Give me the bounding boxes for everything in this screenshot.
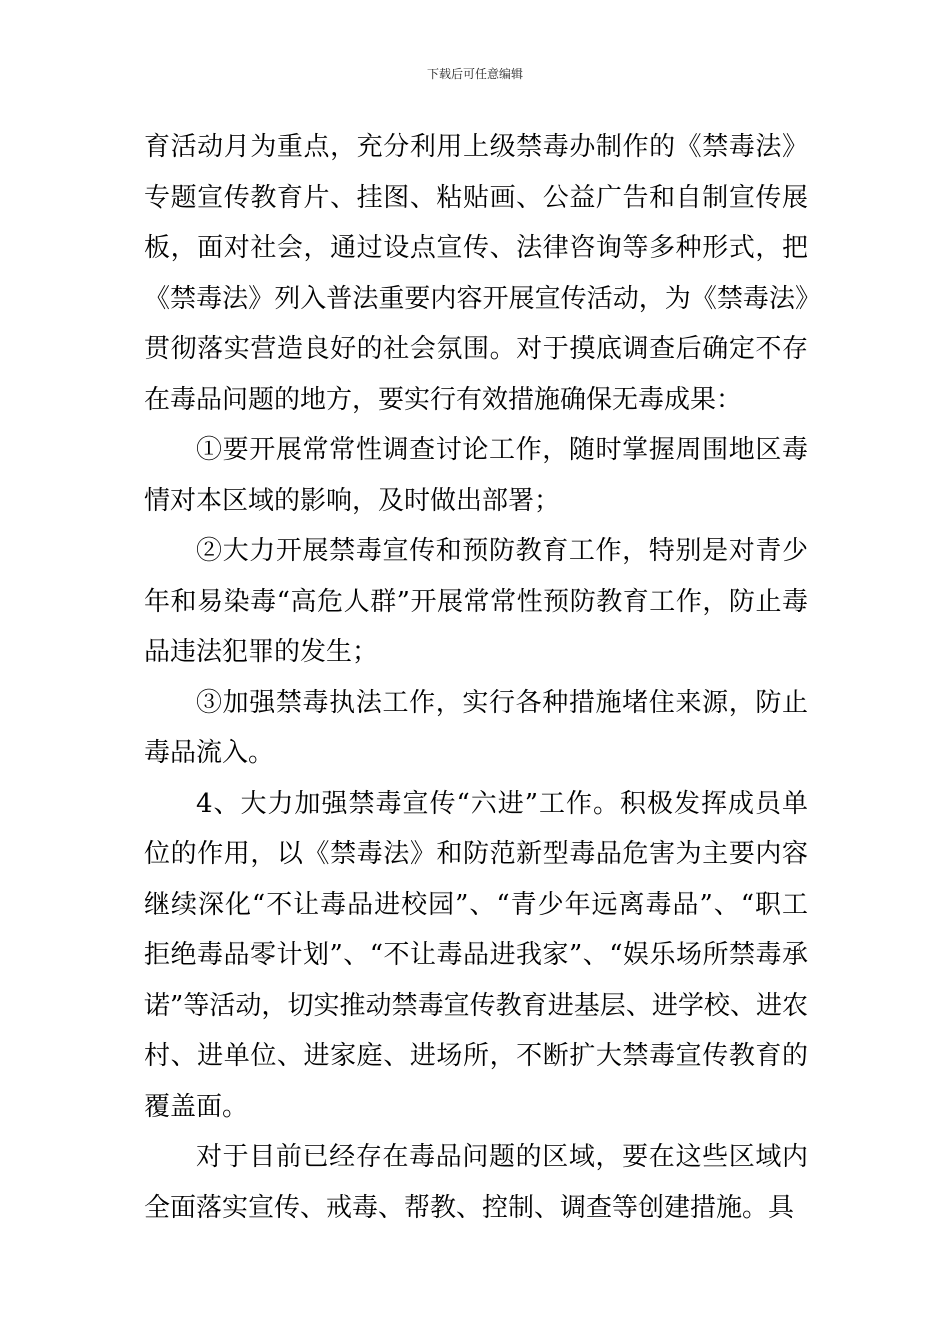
document-body xyxy=(144,122,808,1233)
paragraph-1: 育活动月为重点，充分利用上级禁毒办制作的《禁毒法》专题宣传教育片、挂图、粘贴画、公益广告和自制宣传展板，面对社会，通过设点宣传、法律咨询等多种形式，把《禁毒法》列入普法重要内容开展宣传活动，为《禁毒法》贯彻落实营造良好的社会氛围。对于摸底调查后确定不存在毒品问题的地方，要实行有效措施确保无毒成果： xyxy=(144,132,808,415)
page-header: 下载后可任意编辑 xyxy=(426,67,523,81)
paragraph-3: ②大力开展禁毒宣传和预防教育工作，特别是对青少年和易染毒“高危人群”开展常常性预防教育工作，防止毒品违法犯罪的发生； xyxy=(144,536,808,667)
paragraph-6: 对于目前已经存在毒品问题的区域，要在这些区域内全面落实宣传、戒毒、帮教、控制、调查等创建措施。具 xyxy=(144,1142,808,1223)
paragraph-2: ①要开展常常性调查讨论工作，随时掌握周围地区毒情对本区域的影响，及时做出部署； xyxy=(144,435,808,516)
paragraph-5: 4、大力加强禁毒宣传“六进”工作。积极发挥成员单位的作用，以《禁毒法》和防范新型毒品危害为主要内容继续深化“不让毒品进校园”、“青少年远离毒品”、“职工拒绝毒品零计划”、“不让毒品进我家”、“娱乐场所禁毒承诺”等活动，切实推动禁毒宣传教育进基层、进学校、进农村、进单位、进家庭、进场所，不断扩大禁毒宣传教育的覆盖面。 xyxy=(144,788,808,1122)
paragraph-4: ③加强禁毒执法工作，实行各种措施堵住来源，防止毒品流入。 xyxy=(144,687,808,768)
